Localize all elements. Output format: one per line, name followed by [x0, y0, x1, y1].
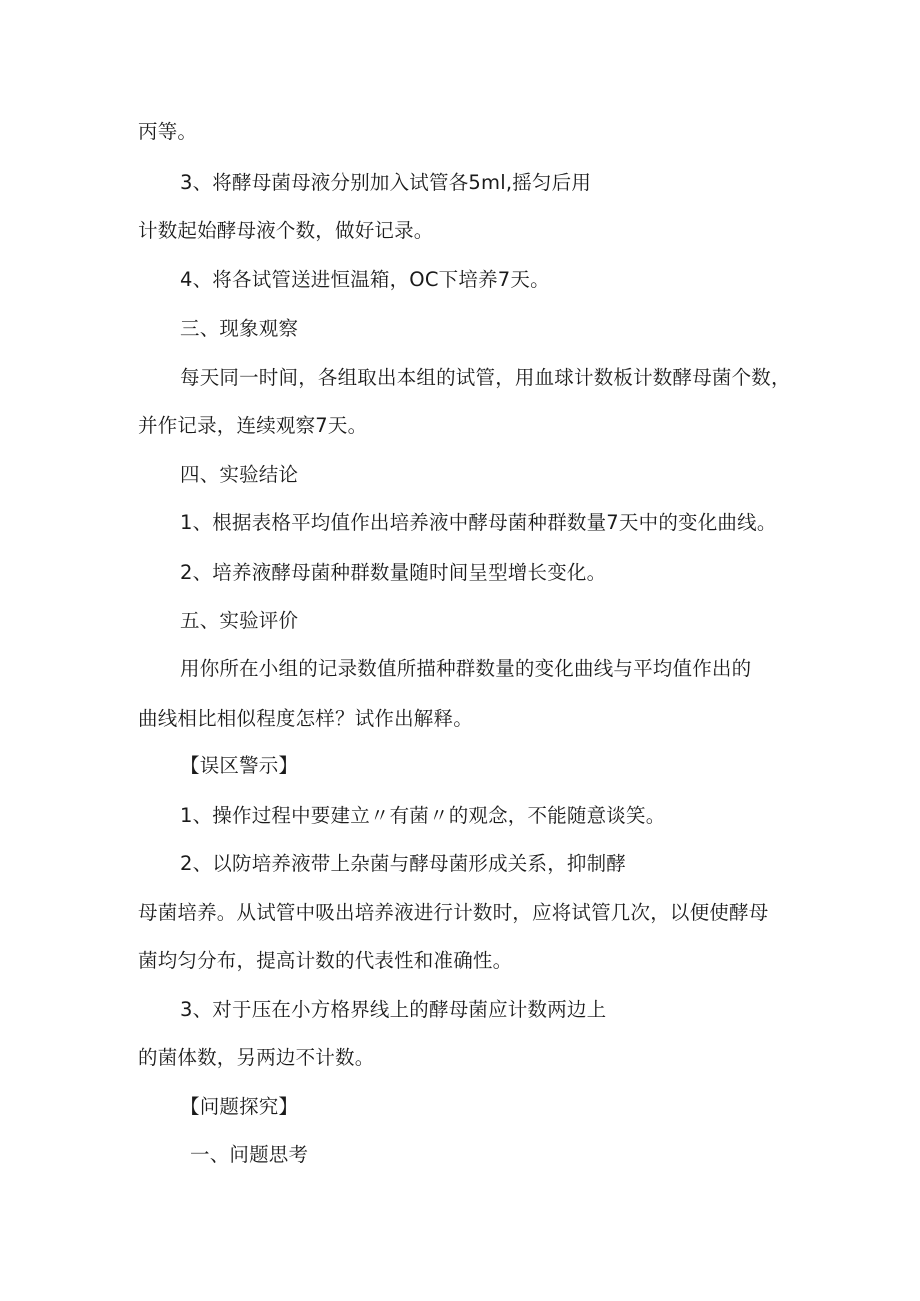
section-heading: 五、实验评价: [180, 609, 299, 632]
text-line: 3、将酵母菌母液分别加入试管各5ml,摇匀后用: [180, 171, 592, 194]
text-line: 3、对于压在小方格界线上的酵母菌应计数两边上: [180, 998, 607, 1021]
text-line: 4、将各试管送进恒温箱，OC下培养7天。: [180, 268, 550, 291]
text-line: 2、培养液酵母菌种群数量随时间呈型增长变化。: [180, 561, 607, 584]
text-line: 曲线相比相似程度怎样？试作出解释。: [138, 707, 473, 730]
text-line: 1、操作过程中要建立〃有菌〃的观念，不能随意谈笑。: [180, 804, 666, 827]
section-heading: 一、问题思考: [190, 1143, 309, 1166]
section-heading: 【问题探究】: [180, 1095, 299, 1118]
text-line: 母菌培养。从试管中吸出培养液进行计数时，应将试管几次，以便使酵母: [138, 901, 769, 924]
text-line: 每天同一时间，各组取出本组的试管，用血球计数板计数酵母菌个数，: [180, 366, 791, 389]
section-heading: 三、现象观察: [180, 317, 299, 340]
section-heading: 四、实验结论: [180, 463, 299, 486]
text-line: 菌均匀分布，提高计数的代表性和准确性。: [138, 949, 513, 972]
text-line: 1、根据表格平均值作出培养液中酵母菌种群数量7天中的变化曲线。: [180, 511, 777, 534]
text-line: 并作记录，连续观察7天。: [138, 414, 368, 437]
text-line: 丙等。: [138, 120, 198, 143]
text-line: 用你所在小组的记录数值所描种群数量的变化曲线与平均值作出的: [180, 657, 752, 680]
section-heading: 【误区警示】: [180, 754, 299, 777]
text-line: 2、以防培养液带上杂菌与酵母菌形成关系，抑制酵: [180, 852, 627, 875]
text-line: 计数起始酵母液个数，做好记录。: [138, 219, 434, 242]
text-line: 的菌体数，另两边不计数。: [138, 1046, 375, 1069]
